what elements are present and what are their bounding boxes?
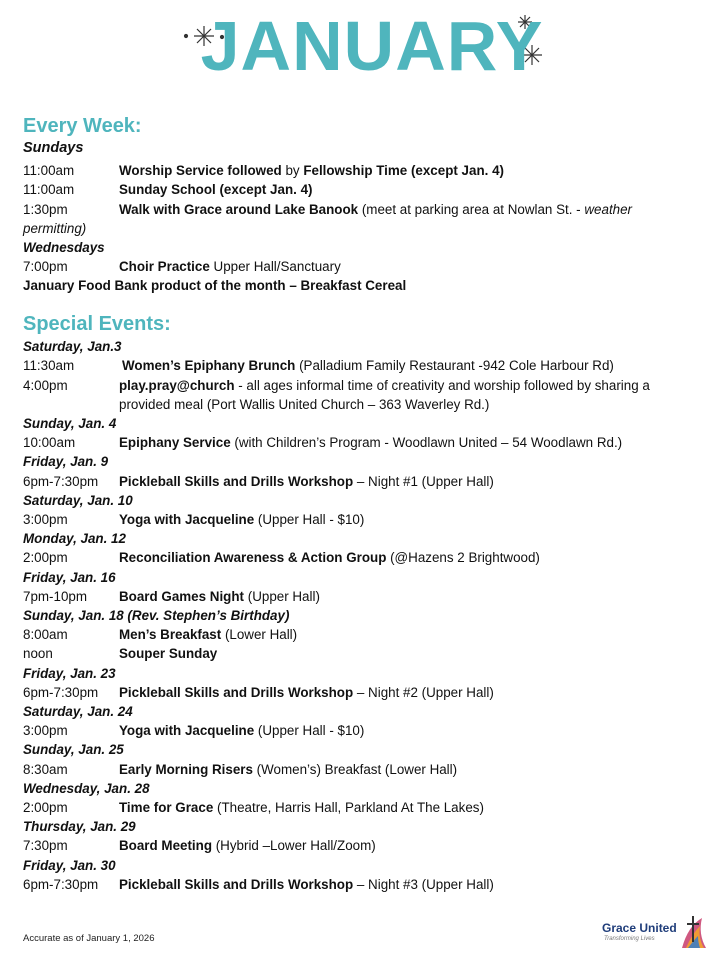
event-title: Yoga with Jacqueline [119,723,255,738]
every-week-heading: Every Week: [23,115,142,137]
event-title: Board Games Night [119,589,245,604]
accuracy-note: Accurate as of January 1, 2026 [23,933,155,944]
event-detail: – Night #3 (Upper Hall) [353,877,494,892]
date-heading: Wednesday, Jan. 28 [23,781,150,796]
event-title: Early Morning Risers [119,762,253,777]
date-heading: Saturday, Jan. 24 [23,704,133,719]
date-heading: Friday, Jan. 9 [23,454,109,469]
event-time: 2:00pm [23,800,68,815]
event-time: 6pm-7:30pm [23,685,99,700]
event-time: 7:00pm [23,259,68,274]
date-heading: Saturday, Jan. 10 [23,493,133,508]
header-title: JANUARY [200,7,544,85]
event-title: Men’s Breakfast [119,627,222,642]
date-heading: Saturday, Jan.3 [23,339,122,354]
date-heading: Monday, Jan. 12 [23,531,126,546]
event-desc [119,836,376,855]
event-desc [119,548,540,567]
special-events-heading: Special Events: [23,313,171,335]
cross-flame-icon [678,912,708,952]
date-heading: Friday, Jan. 23 [23,666,116,681]
event-detail: (Upper Hall) [244,589,320,604]
date-heading: Sunday, Jan. 18 (Rev. Stephen’s Birthday) [23,608,290,623]
event-desc [122,356,614,375]
event-title: Women’s Epiphany Brunch [122,358,296,373]
event-time: 11:00am [23,163,75,178]
event-time: 6pm-7:30pm [23,877,99,892]
event-desc [119,875,494,894]
event-time: 8:00am [23,627,68,642]
wednesdays-heading: Wednesdays [23,240,105,255]
event-detail: – Night #1 (Upper Hall) [353,474,494,489]
date-heading: Friday, Jan. 16 [23,570,116,585]
event-time: 1:30pm [23,202,68,217]
event-desc [119,180,312,199]
event-detail: provided meal (Port Wallis United Church – 363 Waverley Rd.) [119,397,490,412]
header-graphic [0,0,720,90]
event-detail: (with Children’s Program - Woodlawn United – 54 Woodlawn Rd.) [230,435,623,450]
church-logo [600,910,710,955]
event-title: Pickleball Skills and Drills Workshop [119,474,354,489]
event-title: Board Meeting [119,838,212,853]
event-detail: (Theatre, Harris Hall, Parkland At The Lakes) [213,800,484,815]
event-desc [119,161,504,180]
event-desc [119,625,297,644]
event-title: Sunday School (except Jan. 4) [119,182,313,197]
food-bank-note: January Food Bank product of the month – Breakfast Cereal [23,278,407,293]
date-heading: Sunday, Jan. 4 [23,416,117,431]
event-time: 7pm-10pm [23,589,88,604]
event-detail: (Palladium Family Restaurant -942 Cole Harbour Rd) [295,358,614,373]
event-time: 6pm-7:30pm [23,474,99,489]
event-detail: - all ages informal time of creativity and worship followed by sharing a [234,378,650,393]
event-time: 2:00pm [23,550,68,565]
event-detail: – Night #2 (Upper Hall) [353,685,494,700]
event-title: Pickleball Skills and Drills Workshop [119,685,354,700]
logo-name: Grace United [602,921,677,935]
event-time: noon [23,646,53,661]
event-detail: (Upper Hall - $10) [254,723,365,738]
event-title: Souper Sunday [119,646,218,661]
event-desc [119,200,632,219]
event-detail: (Women’s) Breakfast (Lower Hall) [252,762,458,777]
event-time: 10:00am [23,435,76,450]
page-header [0,0,720,90]
event-desc [119,510,364,529]
event-time: 3:00pm [23,512,68,527]
event-time: 4:00pm [23,378,68,393]
event-title: Yoga with Jacqueline [119,512,255,527]
event-title: Fellowship Time (except Jan. 4) [303,163,504,178]
event-time: 3:00pm [23,723,68,738]
event-title: Worship Service followed [119,163,282,178]
event-desc [119,760,457,779]
event-detail: (Hybrid –Lower Hall/Zoom) [212,838,376,853]
event-desc [119,644,217,663]
event-detail: by [281,163,304,178]
event-desc [119,721,364,740]
sundays-heading: Sundays [23,140,84,156]
event-title: Pickleball Skills and Drills Workshop [119,877,354,892]
event-detail: (@Hazens 2 Brightwood) [386,550,540,565]
event-title: Epiphany Service [119,435,231,450]
event-title: Walk with Grace around Lake Banook [119,202,359,217]
event-detail: (Lower Hall) [221,627,298,642]
event-desc [119,376,650,395]
logo-tagline: Transforming Lives [604,936,655,942]
event-title: Time for Grace [119,800,214,815]
event-title: Choir Practice [119,259,210,274]
event-detail: Upper Hall/Sanctuary [209,259,341,274]
event-time: 11:30am [23,358,75,373]
date-heading: Sunday, Jan. 25 [23,742,124,757]
event-detail: (meet at parking area at Nowlan St. - [358,202,585,217]
event-desc [119,433,622,452]
event-note: weather [584,202,633,217]
event-detail: (Upper Hall - $10) [254,512,365,527]
list-item-continued: permitting) [23,221,87,236]
event-title: Reconciliation Awareness & Action Group [119,550,387,565]
event-desc [119,798,484,817]
event-desc [119,472,494,491]
event-time: 8:30am [23,762,68,777]
event-title: play.pray@church [119,378,235,393]
event-desc [119,587,320,606]
event-time: 7:30pm [23,838,68,853]
event-desc [119,683,494,702]
event-desc [119,257,341,276]
date-heading: Thursday, Jan. 29 [23,819,136,834]
event-time: 11:00am [23,182,75,197]
date-heading: Friday, Jan. 30 [23,858,116,873]
